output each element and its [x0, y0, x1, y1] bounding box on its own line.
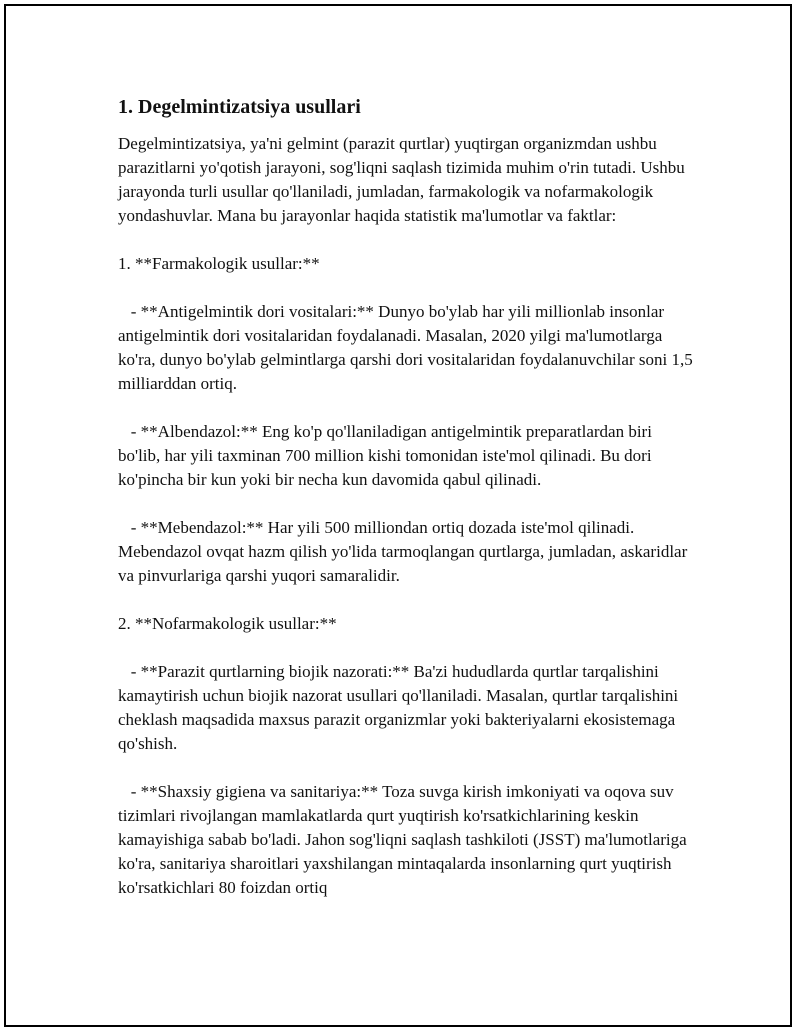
list-item-text: **Mebendazol:** Har yili 500 milliondan ortiq dozada iste'mol qilinadi. Mebendazol ovqat hazm qilish yo'lida tarmoqlangan qurtlarga, jumladan, askaridlar va pinvurlariga qarshi yuqori samaralidir.	[118, 518, 688, 585]
list-item-dash: -	[118, 518, 141, 537]
list-item-dash: -	[118, 782, 141, 801]
list-item	[118, 516, 698, 588]
list-item-text: **Parazit qurtlarning biojik nazorati:** Ba'zi hududlarda qurtlar tarqalishini kamaytirish uchun biojik nazorat usullari qo'llaniladi. Masalan, qurtlar tarqalishini cheklash maqsadida maxsus parazit organizmlar yoki bakteriyalarni ekosistemaga qo'shish.	[118, 662, 679, 753]
document-body	[118, 94, 698, 924]
list-item	[118, 300, 698, 396]
list-item-text: **Albendazol:** Eng ko'p qo'llaniladigan antigelmintik preparatlardan biri bo'lib, har yili taxminan 700 million kishi tomonidan iste'mol qilinadi. Bu dori ko'pincha bir kun yoki bir necha kun davomida qabul qilinadi.	[118, 422, 652, 489]
list-item-dash: -	[118, 302, 141, 321]
list-item	[118, 660, 698, 756]
list-item	[118, 420, 698, 492]
list-item	[118, 780, 698, 900]
section-1-heading: 1. **Farmakologik usullar:**	[118, 254, 320, 273]
intro-paragraph: Degelmintizatsiya, ya'ni gelmint (parazit qurtlar) yuqtirgan organizmdan ushbu parazitlarni yo'qotish jarayoni, sog'liqni saqlash tizimida muhim o'rin tutadi. Ushbu jarayonda turli usullar qo'llaniladi, jumladan, farmakologik va nofarmakologik yondashuvlar. Mana bu jarayonlar haqida statistik ma'lumotlar va faktlar:	[118, 134, 685, 225]
section-2-heading: 2. **Nofarmakologik usullar:**	[118, 614, 337, 633]
list-item-dash: -	[118, 662, 141, 681]
document-title: 1. Degelmintizatsiya usullari	[118, 96, 361, 118]
list-item-text: **Antigelmintik dori vositalari:** Dunyo bo'ylab har yili millionlab insonlar antigelmintik dori vositalaridan foydalanadi. Masalan, 2020 yilgi ma'lumotlarga ko'ra, dunyo bo'ylab gelmintlarga qarshi dori vositalaridan foydalanuvchilar soni 1,5 milliarddan ortiq.	[118, 302, 693, 393]
list-item-dash: -	[118, 422, 141, 441]
list-item-text: **Shaxsiy gigiena va sanitariya:** Toza suvga kirish imkoniyati va oqova suv tizimlari rivojlangan mamlakatlarda qurt yuqtirish ko'rsatkichlarining keskin kamayishiga sabab bo'ladi. Jahon sog'liqni saqlash tashkiloti (JSST) ma'lumotlariga ko'ra, sanitariya sharoitlari yaxshilangan mintaqalarda insonlarning qurt yuqtirish ko'rsatkichlari 80 foizdan ortiq	[118, 782, 687, 897]
